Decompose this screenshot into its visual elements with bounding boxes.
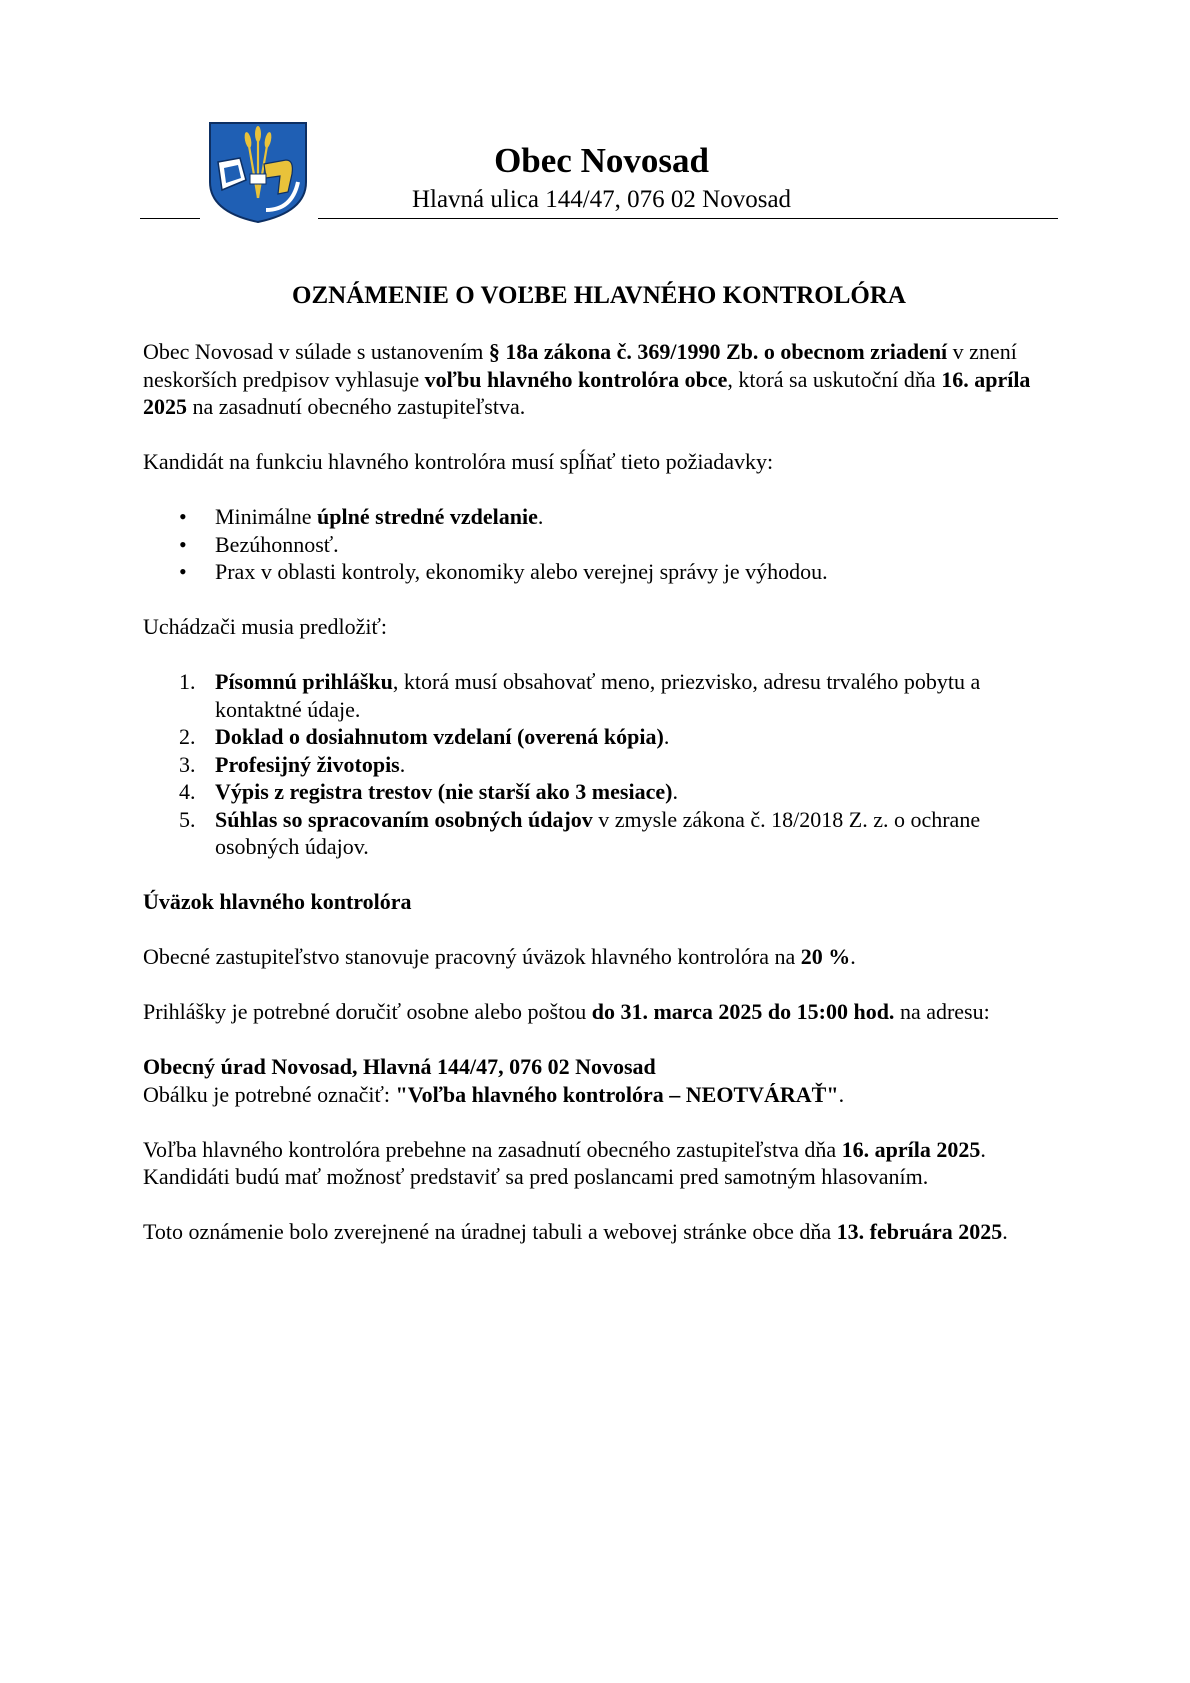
election-paragraph — [143, 1136, 1063, 1191]
document-body — [143, 338, 1063, 1246]
list-item — [143, 723, 1063, 751]
item-number: 3. — [179, 751, 196, 777]
intro-text-2: v znení neskorších predpisov vyhlasuje — [143, 339, 1017, 392]
intro-text-3: , ktorá sa uskutoční dňa — [727, 366, 942, 392]
workload-paragraph — [143, 943, 1063, 971]
municipal-coat-of-arms-icon — [206, 120, 310, 224]
intro-law-reference: § 18a zákona č. 369/1990 Zb. o obecnom zriadení — [488, 339, 948, 364]
submission-text-end: na adresu: — [894, 999, 990, 1024]
submission-paragraph — [143, 998, 1063, 1026]
submission-text: Prihlášky je potrebné doručiť osobne alebo poštou — [143, 999, 592, 1024]
intro-text-1: Obec Novosad v súlade s ustanovením — [143, 339, 489, 364]
envelope-instruction — [143, 1081, 1063, 1109]
item-number: 4. — [179, 779, 196, 804]
office-address: Obecný úrad Novosad, Hlavná 144/47, 076 02 Novosad — [143, 1054, 656, 1079]
requirements-list — [143, 503, 1063, 586]
requirements-intro: Kandidát na funkciu hlavného kontrolóra musí spĺňať tieto požiadavky: — [143, 449, 774, 474]
intro-text-4: na zasadnutí obecného zastupiteľstva. — [187, 394, 526, 419]
list-item — [143, 751, 1063, 779]
submission-address — [143, 1053, 1063, 1081]
header-rule-right — [318, 218, 1058, 219]
bullet-icon: • — [179, 531, 187, 557]
document-name: Výpis z registra trestov (nie starší ako 3 mesiace) — [215, 779, 673, 804]
document-detail: , ktorá musí obsahovať meno, priezvisko, adresu trvalého pobytu a kontaktné údaje. — [215, 669, 981, 722]
document-name: Písomnú prihlášku — [215, 669, 393, 694]
list-item — [143, 558, 1063, 586]
document-name: Doklad o dosiahnutom vzdelaní (overená kópia) — [215, 724, 664, 749]
bullet-icon: • — [179, 559, 187, 584]
list-item — [143, 778, 1063, 806]
requirement-text: Prax v oblasti kontroly, ekonomiky alebo verejnej správy je výhodou. — [215, 559, 828, 584]
document-name: Profesijný životopis — [215, 751, 400, 777]
workload-text: Obecné zastupiteľstvo stanovuje pracovný úväzok hlavného kontrolóra na — [143, 944, 801, 969]
requirement-text: Minimálne — [215, 504, 318, 529]
section-heading: Úväzok hlavného kontrolóra — [143, 889, 412, 914]
list-item — [143, 503, 1063, 531]
intro-paragraph — [143, 338, 1063, 421]
requirement-emphasis: úplné stredné vzdelanie — [317, 504, 538, 529]
publication-text: Toto oznámenie bolo zverejnené na úradnej tabuli a webovej stránke obce dňa — [143, 1219, 837, 1244]
item-number: 2. — [179, 724, 196, 749]
document-name: Súhlas so spracovaním osobných údajov — [215, 806, 593, 832]
documents-intro: Uchádzači musia predložiť: — [143, 614, 387, 639]
envelope-text-end: . — [838, 1081, 845, 1107]
envelope-label: "Voľba hlavného kontrolóra – NEOTVÁRAŤ" — [395, 1081, 839, 1107]
publication-paragraph — [143, 1218, 1063, 1246]
municipality-address: Hlavná ulica 144/47, 076 02 Novosad — [411, 186, 792, 213]
list-item — [143, 531, 1063, 559]
list-item — [143, 668, 1063, 723]
workload-heading — [143, 888, 1063, 916]
envelope-text: Obálku je potrebné označiť: — [143, 1081, 396, 1107]
election-date: 16. apríla 2025 — [841, 1136, 981, 1162]
workload-percent: 20 % — [800, 944, 851, 969]
publication-date: 13. februára 2025 — [836, 1219, 1003, 1244]
document-detail: v zmysle zákona č. 18/2018 Z. z. o ochrane osobných údajov. — [215, 806, 981, 859]
election-text-end: . Kandidáti budú mať možnosť predstaviť sa pred poslancami pred samotným hlasovaním. — [143, 1136, 986, 1189]
document-title: OZNÁMENIE O VOĽBE HLAVNÉHO KONTROLÓRA — [292, 282, 906, 309]
list-item — [143, 806, 1063, 861]
document-detail: . — [663, 724, 670, 749]
item-number: 1. — [179, 669, 196, 694]
document-detail: . — [672, 779, 678, 804]
municipality-name: Obec Novosad — [494, 141, 709, 180]
publication-text-end: . — [1002, 1219, 1008, 1244]
header-rule-left — [140, 218, 200, 219]
bullet-icon: • — [179, 504, 187, 529]
documents-list — [143, 668, 1063, 861]
submission-deadline: do 31. marca 2025 do 15:00 hod. — [591, 999, 895, 1024]
requirement-text: Bezúhonnosť. — [215, 531, 339, 557]
intro-election-date: 16. apríla 2025 — [143, 366, 1031, 419]
election-text: Voľba hlavného kontrolóra prebehne na zasadnutí obecného zastupiteľstva dňa — [143, 1136, 842, 1162]
document-detail: . — [399, 751, 406, 777]
intro-election-subject: voľbu hlavného kontrolóra obce — [424, 366, 728, 392]
workload-text-end: . — [850, 944, 856, 969]
item-number: 5. — [179, 806, 196, 832]
requirement-text: . — [537, 504, 544, 529]
